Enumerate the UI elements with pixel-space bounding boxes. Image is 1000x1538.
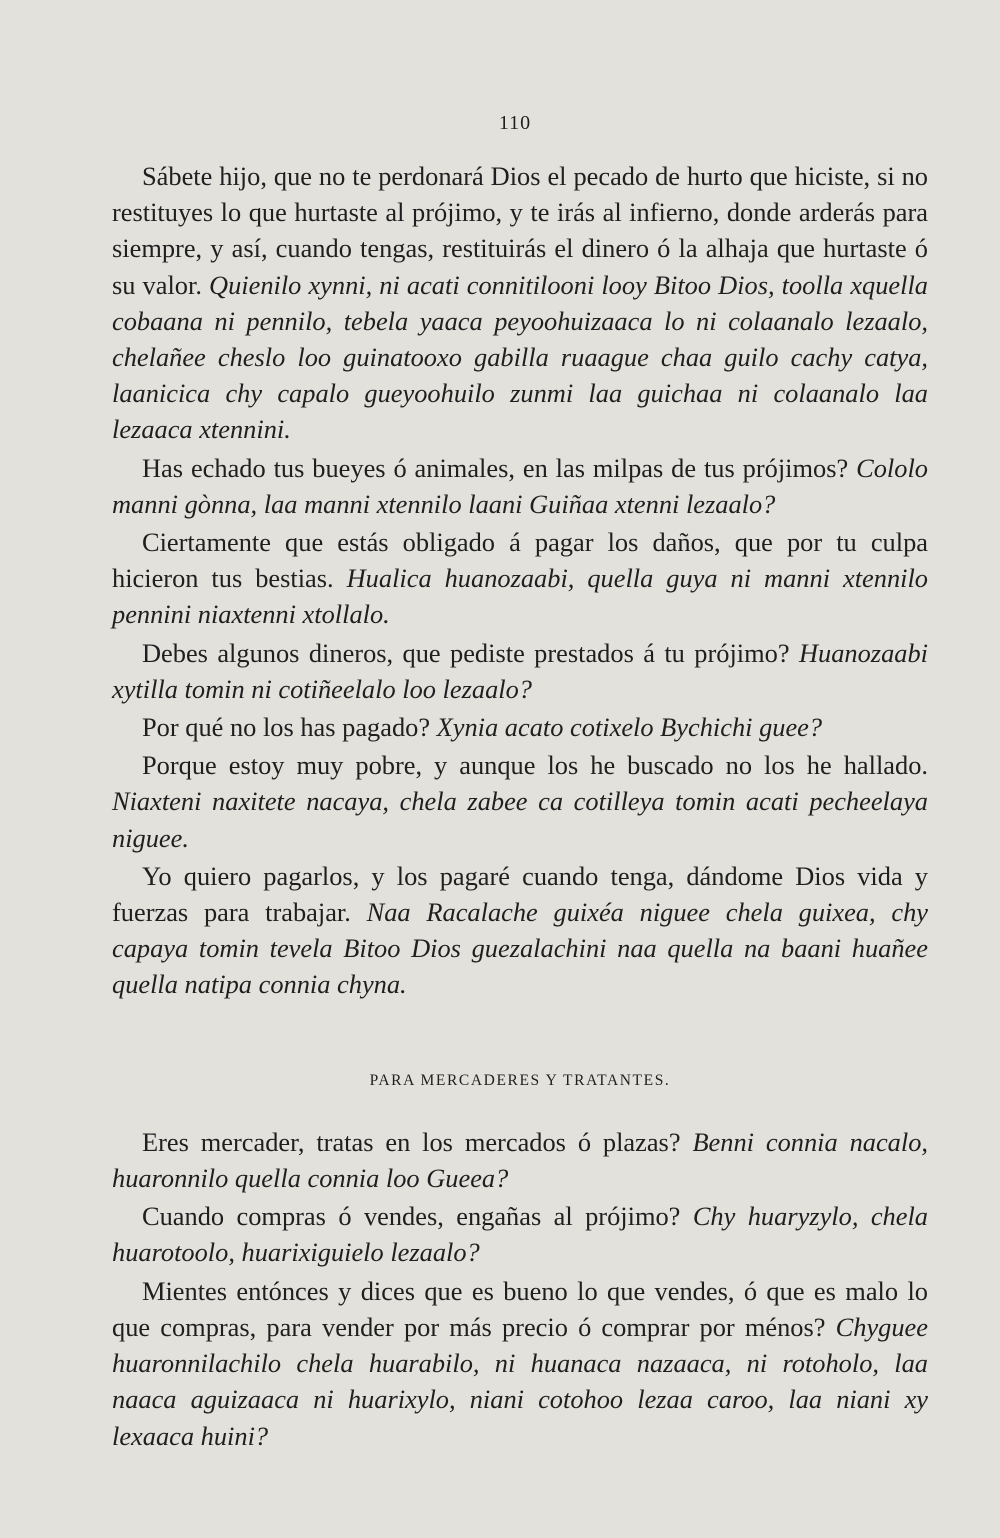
paragraph-5: [112, 709, 928, 745]
spanish-text: Cuando compras ó vendes, engañas al prójimo?: [142, 1201, 681, 1232]
zapotec-text: Benni connia nacalo, huaronnilo quella connia loo Gueea?: [112, 1126, 928, 1194]
paragraph-4: [112, 635, 928, 707]
page-number: 110: [498, 112, 532, 134]
paragraph-10: [112, 1273, 928, 1454]
zapotec-text: Xynia acato cotixelo Bychichi guee?: [436, 712, 823, 743]
spanish-text: Ciertamente que estás obligado á pagar los daños, que por tu culpa hicieron tus bestias.: [112, 527, 928, 594]
zapotec-text: Huanozaabi xytilla tomin ni cotiñeelalo loo lezaalo?: [112, 637, 928, 704]
spanish-text: Sábete hijo, que no te perdonará Dios el pecado de hurto que hiciste, si no restituyes lo que hurtaste al prójimo, y te irás al infierno, donde arderás para siempre, y así, cuando tengas, restituirás el dinero ó la alhaja que hurtaste ó su valor.: [112, 161, 928, 300]
zapotec-text: Naa Racalache guixéa niguee chela guixea, chy capaya tomin tevela Bitoo Dios guezalachini naa quella na baani huañee quella natipa connia chyna.: [112, 897, 928, 1000]
spanish-text: Yo quiero pagarlos, y los pagaré cuando tenga, dándome Dios vida y fuerzas para trabajar.: [112, 860, 928, 928]
spanish-text: Debes algunos dineros, que pediste prestados á tu prójimo?: [142, 637, 790, 668]
page-body: [112, 158, 928, 1454]
paragraph-7: [112, 858, 928, 1003]
spanish-text: Porque estoy muy pobre, y aunque los he buscado no los he hallado.: [142, 750, 928, 781]
zapotec-text: Hualica huanozaabi, quella guya ni manni xtennilo pennini niaxtenni xtollalo.: [112, 563, 929, 630]
paragraph-9: [112, 1198, 928, 1270]
paragraph-2: [112, 450, 928, 522]
spanish-text: Mientes entónces y dices que es bueno lo que vendes, ó que es malo lo que compras, para vender por más precio ó comprar por ménos?: [112, 1275, 928, 1342]
spanish-text: Has echado tus bueyes ó animales, en las milpas de tus prójimos?: [142, 452, 849, 483]
zapotec-text: Chyguee huaronnilachilo chela huarabilo, ni huanaca nazaaca, ni rotoholo, laa naaca aguizaaca ni huarixylo, niani cotohoo lezaa caroo, laa niani xy lexaaca huini?: [112, 1311, 928, 1451]
zapotec-text: Chy huaryzylo, chela huarotoolo, huarixiguielo lezaalo?: [112, 1201, 928, 1268]
paragraph-3: [112, 524, 928, 633]
paragraph-1: [112, 158, 928, 448]
zapotec-text: Quienilo xynni, ni acati connitilooni looy Bitoo Dios, toolla xquella cobaana ni pennilo, tebela yaaca peyoohuizaaca lo ni colaanalo lezaalo, chelañee cheslo loo guinatooxo gabilla ruaague chaa guilo cachy catya, laanicica chy capalo gueyoohuilo zunmi laa guichaa ni colaanalo laa lezaaca xtennini.: [112, 269, 928, 445]
paragraph-8: [112, 1124, 928, 1196]
zapotec-text: Cololo manni gònna, laa manni xtennilo laani Guiñaa xtenni lezaalo?: [112, 452, 928, 519]
spanish-text: Por qué no los has pagado?: [142, 712, 431, 743]
zapotec-text: Niaxteni naxitete nacaya, chela zabee ca cotilleya tomin acati pecheelaya niguee.: [112, 786, 928, 853]
paragraph-6: [112, 747, 928, 856]
spanish-text: Eres mercader, tratas en los mercados ó plazas?: [142, 1126, 681, 1157]
section-heading: PARA MERCADERES Y TRATANTES.: [369, 1071, 671, 1089]
